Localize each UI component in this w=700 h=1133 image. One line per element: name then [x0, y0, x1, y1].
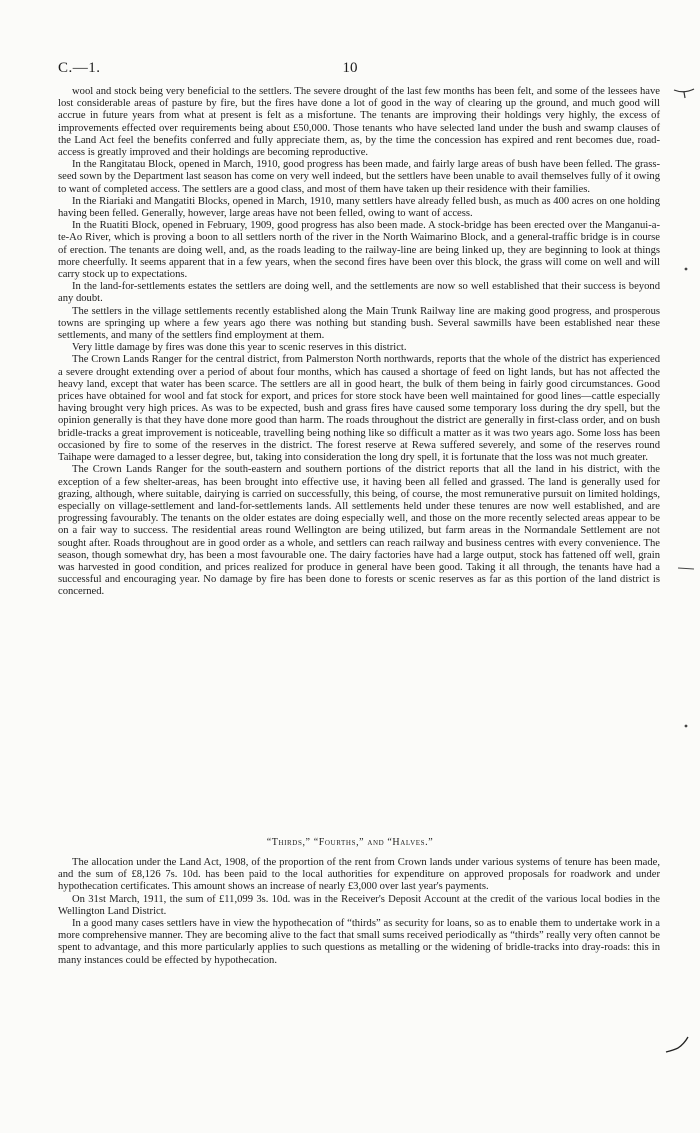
section-text [58, 857, 660, 967]
paragraph: In the Ruatiti Block, opened in February, 1909, good progress has also been made. A stock-bridge has been erected over the Manganui-a-te-Ao River, which is proving a boon to all settlers north of the river in the North Waimarino Block, and a general-traffic bridge is in course of erection. The tenants are doing well, and, as the roads leading to the railway-line are being linked up, they are beginning to look at things more cheerfully. It seems apparent that in a few years, when the second fires have been over this block, the grass will come on well and will carry stock up to expectations. [58, 220, 660, 281]
document-reference: C.—1. [58, 60, 101, 76]
paragraph: Very little damage by fires was done this year to scenic reserves in this district. [72, 342, 407, 354]
main-text [58, 86, 660, 599]
margin-dot-mark [683, 266, 689, 272]
margin-tick-mark [672, 86, 696, 100]
paragraph: In the land-for-settlements estates the settlers are doing well, and the settlements are now so well established that their success is beyond any doubt. [58, 281, 660, 305]
paragraph: In a good many cases settlers have in view the hypothecation of “thirds” as security for loans, so as to enable them to undertake work in a more comprehensive manner. They are becoming alive to the fact that small sums received periodically as “thirds” really very often cannot be spent to advantage, and this more particularly applies to such questions as metalling or the widening of bridle-tracks into dray-roads: this in many instances could be effected by hypothecation. [58, 918, 660, 966]
paragraph: The Crown Lands Ranger for the south-eastern and southern portions of the district reports that all the land in his district, with the exception of a few shelter-areas, has been brought into effective use, it having been all felled and grassed. The land is generally used for grazing, although, where suitable, dairying is carried on successfully, this being, of course, the most remunerative pursuit on limited holdings, especially on village-settlement and land-for-settlements lands. All settlements held under these tenures are now well established, and are progressing favourably. The tenants on the older estates are doing especially well, and those on the more recently selected areas appear to be on a fair way to success. The residential areas round Wellington are being utilized, but farm areas in the Normandale Settlement are not sought after. Roads throughout are in good order as a whole, and settlers can reach railway and business centres with every convenience. The season, though somewhat dry, has been a most favourable one. The dairy factories have had a large output, stock has fattened off well, grain was harvested in good condition, and prices realized for produce in general have been good. Taking it all through, the tenants have had a successful and encouraging year. No damage by fire has been done to forests or scenic reserves as far as this portion of the land district is concerned. [58, 464, 660, 598]
paragraph: wool and stock being very beneficial to the settlers. The severe drought of the last few months has been felt, and some of the lessees have lost considerable areas of pasture by fire, but the fires have done a lot of good in the way of clearing up the ground, and much good will accrue in future years from what at present is felt as a misfortune. The tenants are improving their holdings very highly, the excess of improvements effected over requirements being about £50,000. Those tenants who have selected land under the bush and swamp clauses of the Land Act feel the benefits conferred and fully appreciate them, as, by the time the concession has expired and rent becomes due, road-access is greatly improved and their holdings are becoming reproductive. [58, 86, 660, 159]
margin-dot-mark [683, 723, 689, 729]
page-number: 10 [342, 60, 358, 76]
section-heading: “Thirds,” “Fourths,” and “Halves.” [266, 837, 434, 848]
margin-dash-mark [676, 562, 696, 574]
paragraph: In the Riariaki and Mangatiti Blocks, opened in March, 1910, many settlers have already felled bush, as much as 400 acres on one holding having been felled. Generally, however, large areas have not been felled, owing to want of access. [58, 195, 660, 220]
paragraph: The allocation under the Land Act, 1908, of the proportion of the rent from Crown lands under various systems of tenure has been made, and the sum of £8,126 7s. 10d. has been paid to the local authorities for expenditure on approved proposals for roadwork and under hypothecation certificates. This amount shows an increase of nearly £3,000 over last year's payments. [58, 857, 660, 893]
margin-check-mark [664, 1034, 690, 1056]
paragraph: In the Rangitatau Block, opened in March, 1910, good progress has been made, and fairly large areas of bush have been felled. The grass-seed sown by the Department last season has come on very well indeed, but the settlers have been unable to avail themselves fully of it owing to want of completed access. The settlers are a good class, and most of them have taken up their residence with their families. [58, 159, 660, 195]
paragraph: On 31st March, 1911, the sum of £11,099 3s. 10d. was in the Receiver's Deposit Account at the credit of the various local bodies in the Wellington Land District. [58, 893, 660, 917]
paragraph: The settlers in the village settlements recently established along the Main Trunk Railway line are making good progress, and prosperous towns are springing up where a few years ago there was nothing but standing bush. Several sawmills have been established near these settlements, and many of the settlers find employment at them. [58, 305, 660, 342]
paragraph: The Crown Lands Ranger for the central district, from Palmerston North northwards, reports that the whole of the district has experienced a severe drought extending over a period of about four months, which has caused a shortage of feed on light lands, but has not affected the heavy land, except that water has been scarce. The settlers are all in good heart, the bulk of them being in fairly good circumstances. Good prices have obtained for wool and fat stock for export, and prices for store stock have been well maintained for good lines—cattle especially having brought very high prices. As was to be expected, bush and grass fires have caused some temporary loss during the dry spell, but the opinion generally is that they have done more good than harm. The roads throughout the district are generally in first-class order, and on bush bridle-tracks a great improvement is noticeable, travelling being nothing like so difficult a matter as it was two years ago. Some loss has been occasioned by fire to some of the reserves in the district. The forest reserve at Rewa suffered severely, and some of the reserves round Taihape were damaged to a lesser degree, but, taking into consideration the long dry spell, it is fortunate that the loss was not much greater. [58, 354, 660, 464]
